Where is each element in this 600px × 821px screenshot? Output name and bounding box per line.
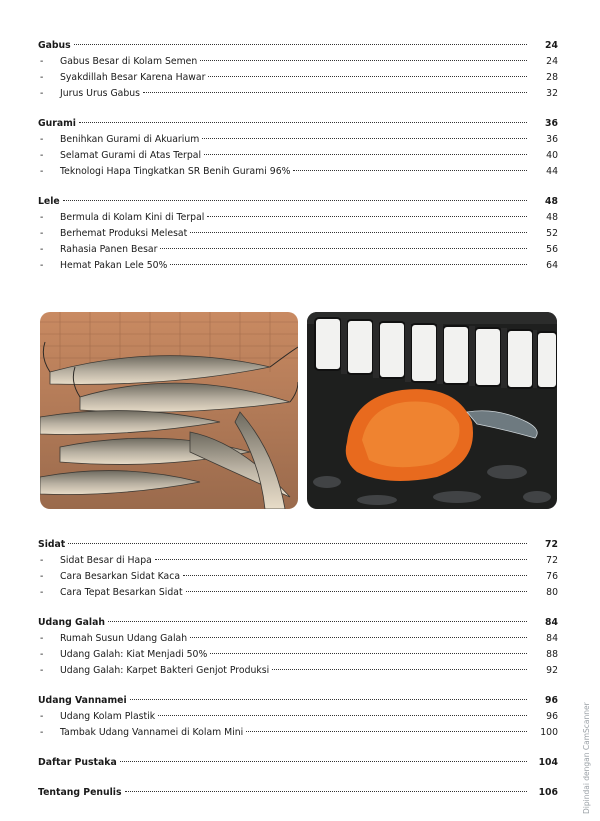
- toc-leader-dots: [155, 559, 527, 560]
- toc-section: [38, 38, 558, 102]
- toc-leader-dots: [183, 575, 527, 576]
- toc-entry-page: 64: [546, 260, 558, 271]
- toc-heading: [38, 537, 558, 553]
- toc-entry-page: 72: [546, 555, 558, 566]
- toc-leader-dots: [120, 761, 527, 762]
- toc-entry-page: 36: [546, 134, 558, 145]
- toc-entry: [38, 647, 558, 663]
- toc-entry-dash: -: [40, 212, 44, 223]
- toc-entry-dash: -: [40, 134, 44, 145]
- toc-leader-dots: [170, 264, 527, 265]
- toc-leader-dots: [202, 138, 527, 139]
- toc-leader-dots: [186, 591, 527, 592]
- toc-entry-title: Selamat Gurami di Atas Terpal: [60, 150, 202, 161]
- toc-entry-title: Gabus Besar di Kolam Semen: [60, 56, 198, 67]
- toc-entry-dash: -: [40, 665, 44, 676]
- toc-entry: [38, 663, 558, 679]
- toc-heading-page: 72: [545, 539, 558, 550]
- toc-entry-dash: -: [40, 56, 44, 67]
- toc-section: [38, 785, 558, 801]
- toc-heading-page: 48: [545, 196, 558, 207]
- toc-heading-title: Daftar Pustaka: [38, 757, 117, 768]
- toc-entry-dash: -: [40, 166, 44, 177]
- catfish-photo: [40, 312, 298, 509]
- toc-top: [38, 38, 558, 288]
- toc-entry: [38, 132, 558, 148]
- toc-entry: [38, 86, 558, 102]
- toc-entry-title: Udang Galah: Kiat Menjadi 50%: [60, 649, 208, 660]
- toc-heading-title: Gurami: [38, 118, 76, 129]
- toc-entry: [38, 242, 558, 258]
- toc-entry-dash: -: [40, 228, 44, 239]
- toc-entry: [38, 54, 558, 70]
- toc-entry-dash: -: [40, 150, 44, 161]
- toc-heading-page: 104: [538, 757, 558, 768]
- toc-bottom: [38, 537, 558, 815]
- toc-entry-dash: -: [40, 72, 44, 83]
- toc-entry: [38, 569, 558, 585]
- toc-entry-title: Rahasia Panen Besar: [60, 244, 158, 255]
- toc-heading-title: Tentang Penulis: [38, 787, 122, 798]
- toc-section: [38, 194, 558, 274]
- toc-entry-page: 96: [546, 711, 558, 722]
- toc-entry-title: Cara Besarkan Sidat Kaca: [60, 571, 181, 582]
- toc-entry-dash: -: [40, 727, 44, 738]
- toc-leader-dots: [130, 699, 527, 700]
- toc-entry-title: Teknologi Hapa Tingkatkan SR Benih Gurami 96%: [60, 166, 291, 177]
- toc-entry-title: Tambak Udang Vannamei di Kolam Mini: [60, 727, 244, 738]
- toc-entry-dash: -: [40, 571, 44, 582]
- toc-entry: [38, 226, 558, 242]
- toc-entry-dash: -: [40, 88, 44, 99]
- toc-entry-title: Berhemat Produksi Melesat: [60, 228, 188, 239]
- toc-heading-title: Gabus: [38, 40, 71, 51]
- toc-heading: [38, 116, 558, 132]
- toc-entry-page: 56: [546, 244, 558, 255]
- toc-entry-page: 32: [546, 88, 558, 99]
- toc-leader-dots: [208, 76, 527, 77]
- toc-heading: [38, 785, 558, 801]
- toc-entry-dash: -: [40, 649, 44, 660]
- toc-entry-dash: -: [40, 260, 44, 271]
- toc-entry-page: 84: [546, 633, 558, 644]
- toc-leader-dots: [143, 92, 527, 93]
- toc-heading-page: 96: [545, 695, 558, 706]
- toc-entry-title: Udang Kolam Plastik: [60, 711, 156, 722]
- toc-leader-dots: [207, 216, 527, 217]
- toc-leader-dots: [108, 621, 527, 622]
- toc-entry-title: Bermula di Kolam Kini di Terpal: [60, 212, 205, 223]
- toc-leader-dots: [68, 543, 527, 544]
- toc-heading-title: Udang Galah: [38, 617, 105, 628]
- toc-entry-page: 80: [546, 587, 558, 598]
- toc-entry: [38, 210, 558, 226]
- toc-entry-page: 52: [546, 228, 558, 239]
- toc-entry: [38, 725, 558, 741]
- toc-heading-title: Lele: [38, 196, 60, 207]
- toc-entry: [38, 148, 558, 164]
- toc-heading-page: 84: [545, 617, 558, 628]
- toc-entry: [38, 709, 558, 725]
- toc-entry: [38, 585, 558, 601]
- toc-leader-dots: [190, 637, 527, 638]
- toc-leader-dots: [190, 232, 527, 233]
- toc-leader-dots: [210, 653, 527, 654]
- toc-entry-dash: -: [40, 555, 44, 566]
- toc-leader-dots: [63, 200, 527, 201]
- toc-leader-dots: [204, 154, 527, 155]
- toc-section: [38, 693, 558, 741]
- toc-entry: [38, 553, 558, 569]
- toc-entry-title: Cara Tepat Besarkan Sidat: [60, 587, 183, 598]
- toc-heading: [38, 755, 558, 771]
- toc-leader-dots: [200, 60, 527, 61]
- toc-entry-title: Jurus Urus Gabus: [60, 88, 141, 99]
- toc-entry-dash: -: [40, 587, 44, 598]
- toc-entry: [38, 631, 558, 647]
- toc-entry-page: 88: [546, 649, 558, 660]
- toc-heading: [38, 38, 558, 54]
- toc-leader-dots: [293, 170, 527, 171]
- toc-entry-title: Rumah Susun Udang Galah: [60, 633, 188, 644]
- toc-entry-page: 40: [546, 150, 558, 161]
- toc-entry-title: Sidat Besar di Hapa: [60, 555, 152, 566]
- toc-entry-page: 28: [546, 72, 558, 83]
- toc-section: [38, 537, 558, 601]
- toc-entry-page: 48: [546, 212, 558, 223]
- toc-entry-title: Udang Galah: Karpet Bakteri Genjot Produksi: [60, 665, 270, 676]
- toc-heading-title: Udang Vannamei: [38, 695, 127, 706]
- toc-entry-dash: -: [40, 633, 44, 644]
- toc-section: [38, 615, 558, 679]
- toc-entry-title: Syakdillah Besar Karena Hawar: [60, 72, 206, 83]
- toc-heading: [38, 615, 558, 631]
- toc-heading-page: 36: [545, 118, 558, 129]
- toc-heading: [38, 693, 558, 709]
- toc-entry-dash: -: [40, 711, 44, 722]
- toc-heading-page: 106: [538, 787, 558, 798]
- toc-entry: [38, 70, 558, 86]
- catfish-image: [40, 312, 298, 509]
- toc-leader-dots: [246, 731, 527, 732]
- eel-photo: [307, 312, 557, 509]
- toc-leader-dots: [158, 715, 527, 716]
- toc-entry-page: 44: [546, 166, 558, 177]
- scanner-watermark: Dipindai dengan CamScanner: [582, 702, 591, 814]
- toc-entry-title: Benihkan Gurami di Akuarium: [60, 134, 200, 145]
- eel-image: [307, 312, 557, 509]
- toc-heading-title: Sidat: [38, 539, 66, 550]
- toc-entry: [38, 164, 558, 180]
- toc-heading-page: 24: [545, 40, 558, 51]
- toc-entry-page: 76: [546, 571, 558, 582]
- toc-entry-page: 100: [540, 727, 558, 738]
- toc-leader-dots: [79, 122, 527, 123]
- toc-entry-page: 24: [546, 56, 558, 67]
- toc-heading: [38, 194, 558, 210]
- toc-entry: [38, 258, 558, 274]
- toc-entry-title: Hemat Pakan Lele 50%: [60, 260, 168, 271]
- toc-entry-dash: -: [40, 244, 44, 255]
- toc-leader-dots: [272, 669, 527, 670]
- toc-leader-dots: [125, 791, 527, 792]
- toc-entry-page: 92: [546, 665, 558, 676]
- toc-leader-dots: [74, 44, 527, 45]
- toc-section: [38, 116, 558, 180]
- toc-section: [38, 755, 558, 771]
- toc-leader-dots: [160, 248, 527, 249]
